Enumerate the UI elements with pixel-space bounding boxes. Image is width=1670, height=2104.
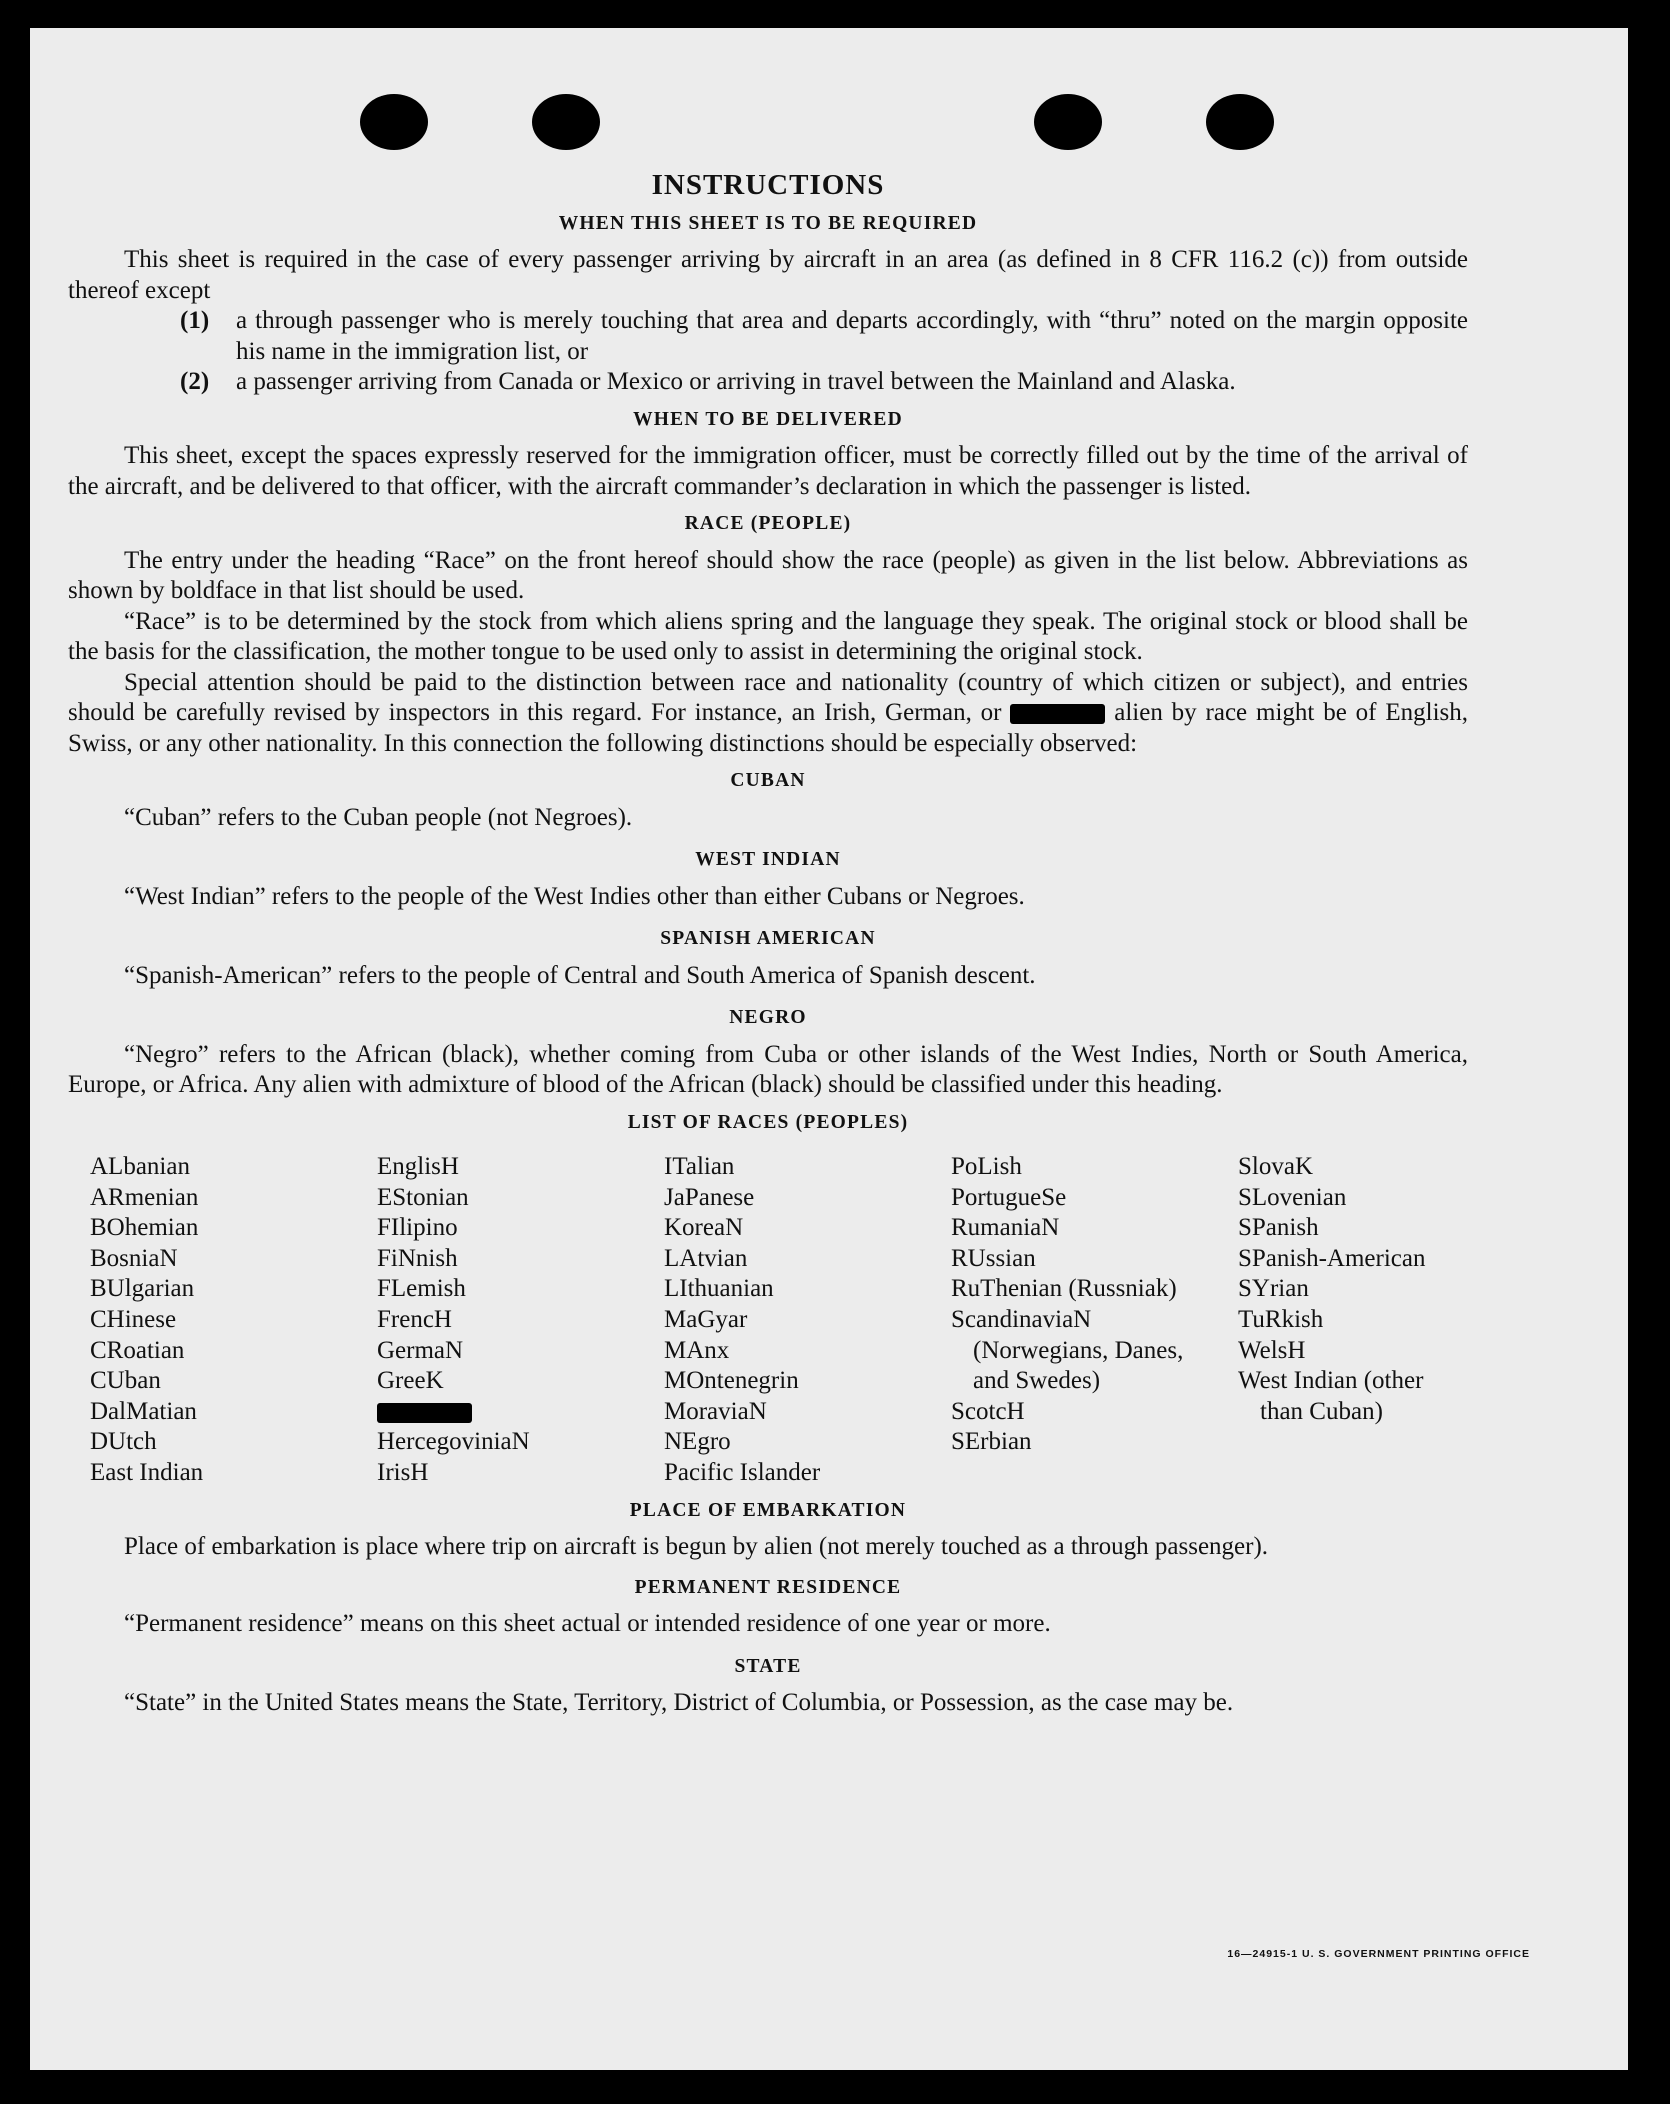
race-item: SLovenian <box>1238 1183 1347 1211</box>
punch-hole <box>532 94 600 150</box>
race-item: ITalian <box>664 1153 735 1180</box>
race-item: CHinese <box>90 1305 177 1333</box>
race-item: LIthuanian <box>664 1275 774 1303</box>
race-item: PoLish <box>951 1153 1022 1180</box>
race-item: DUtch <box>90 1428 157 1456</box>
race-item: BosniaN <box>90 1244 178 1272</box>
race-item: SlovaK <box>1238 1153 1313 1180</box>
page-title: INSTRUCTIONS <box>651 169 885 201</box>
paragraph: “Permanent residence” means on this sheet actual or intended residence of one year or more. <box>124 1610 1051 1638</box>
race-item: WelsH <box>1238 1336 1306 1364</box>
paragraph: This sheet is required in the case of every passenger arriving by aircraft in an area (as defined in 8 CFR 116.2 (c)) from outside thereof except <box>68 246 1468 304</box>
punch-hole <box>1034 94 1102 150</box>
section-heading: PERMANENT RESIDENCE <box>634 1576 902 1598</box>
race-item: BOhemian <box>90 1214 199 1242</box>
section-heading: LIST OF RACES (PEOPLES) <box>627 1111 909 1133</box>
paragraph: “Negro” refers to the African (black), whether coming from Cuba or other islands of the West Indies, North or South America, Europe, or Africa. Any alien with admixture of blood of the African (black) should be classified under this heading. <box>68 1040 1468 1098</box>
section-heading: WHEN TO BE DELIVERED <box>633 408 903 430</box>
race-item: TuRkish <box>1238 1305 1324 1333</box>
race-column <box>929 1152 1216 1489</box>
exception-item: (1) a through passenger who is merely touching that area and departs accordingly, with “thru” noted on the margin opposite his name in the immigration list, or <box>180 307 1468 365</box>
paragraph: “State” in the United States means the State, Territory, District of Columbia, or Possession, as the case may be. <box>124 1689 1234 1717</box>
race-item: FrencH <box>377 1305 452 1333</box>
race-item: PortugueSe <box>951 1183 1067 1211</box>
instructions-body <box>68 170 1468 1719</box>
race-item: HercegoviniaN <box>377 1428 530 1456</box>
paragraph: “West Indian” refers to the people of the West Indies other than either Cubans or Negroes. <box>124 882 1025 910</box>
paragraph: Place of embarkation is place where trip on aircraft is begun by alien (not merely touched as a through passenger). <box>124 1533 1269 1561</box>
race-item: ScotcH <box>951 1397 1025 1425</box>
race-item: ALbanian <box>90 1153 190 1180</box>
race-item: CUban <box>90 1367 161 1395</box>
race-column <box>642 1152 929 1489</box>
section-heading: NEGRO <box>729 1007 807 1028</box>
race-item: Pacific Islander <box>664 1458 821 1486</box>
redaction-mark <box>377 1403 472 1423</box>
paragraph: “Spanish-American” refers to the people of Central and South America of Spanish descent. <box>124 961 1036 989</box>
race-item: ARmenian <box>90 1183 199 1211</box>
paragraph: “Cuban” refers to the Cuban people (not Negroes). <box>124 803 633 831</box>
race-item: East Indian <box>90 1458 204 1486</box>
race-item: EStonian <box>377 1183 469 1211</box>
race-item: SPanish <box>1238 1214 1319 1242</box>
race-item: FLemish <box>377 1275 466 1303</box>
race-item: DalMatian <box>90 1397 197 1425</box>
race-item: GermaN <box>377 1336 464 1364</box>
section-heading: RACE (PEOPLE) <box>684 513 852 534</box>
race-item: KoreaN <box>664 1214 744 1242</box>
race-item: MOntenegrin <box>664 1367 799 1395</box>
race-item: MAnx <box>664 1336 730 1364</box>
race-item: GreeK <box>377 1367 444 1395</box>
race-item: EnglisH <box>377 1153 459 1180</box>
redaction-mark <box>1010 704 1105 724</box>
section-heading: CUBAN <box>730 770 806 791</box>
section-heading: WEST INDIAN <box>695 849 841 870</box>
paragraph: Special attention should be paid to the distinction between race and nationality (country of which citizen or subject), and entries should be carefully revised by inspectors in this regard. For instance, an Irish, German, or alien by race might be of English, Swiss, or any other nationality. In this connection the following distinctions should be especially observed: <box>68 668 1468 757</box>
race-item: CRoatian <box>90 1336 185 1364</box>
race-item: RumaniaN <box>951 1214 1060 1242</box>
race-list <box>68 1152 1468 1489</box>
paragraph: This sheet, except the spaces expressly reserved for the immigration officer, must be correctly filled out by the time of the arrival of the aircraft, and be delivered to that officer, with the aircraft commander’s declaration in which the passenger is listed. <box>68 442 1468 500</box>
race-item: FiNnish <box>377 1244 458 1272</box>
race-item: SErbian <box>951 1428 1032 1456</box>
race-item: ScandinaviaN (Norwegians, Danes, and Swedes) <box>951 1305 1184 1395</box>
race-item: NEgro <box>664 1428 731 1456</box>
punch-hole <box>1206 94 1274 150</box>
paragraph: “Race” is to be determined by the stock from which aliens spring and the language they speak. The original stock or blood shall be the basis for the classification, the mother tongue to be used only to assist in determining the original stock. <box>68 607 1468 665</box>
section-heading: PLACE OF EMBARKATION <box>629 1499 907 1521</box>
race-column <box>68 1152 355 1489</box>
punch-hole <box>360 94 428 150</box>
race-item: West Indian (other than Cuban) <box>1238 1367 1424 1425</box>
race-column <box>355 1152 642 1489</box>
race-item: IrisH <box>377 1458 429 1486</box>
section-heading: STATE <box>734 1655 802 1677</box>
race-item: LAtvian <box>664 1244 748 1272</box>
race-item: RUssian <box>951 1244 1036 1272</box>
section-heading: SPANISH AMERICAN <box>660 928 876 949</box>
exception-item: (2) a passenger arriving from Canada or Mexico or arriving in travel between the Mainland and Alaska. <box>180 368 1236 395</box>
race-item: JaPanese <box>664 1183 755 1211</box>
race-column <box>1216 1152 1468 1489</box>
section-heading: WHEN THIS SHEET IS TO BE REQUIRED <box>558 212 978 234</box>
race-item: SPanish-American <box>1238 1244 1426 1272</box>
race-item: SYrian <box>1238 1275 1309 1303</box>
race-item-redacted <box>377 1397 642 1428</box>
paragraph: The entry under the heading “Race” on the front hereof should show the race (people) as given in the list below. Abbreviations as shown by boldface in that list should be used. <box>68 546 1468 604</box>
race-item: BUlgarian <box>90 1275 195 1303</box>
race-item: MaGyar <box>664 1305 748 1333</box>
race-item: MoraviaN <box>664 1397 767 1425</box>
printer-imprint: 16—24915-1 U. S. GOVERNMENT PRINTING OFFICE <box>1227 1948 1530 1960</box>
race-item: RuThenian (Russniak) <box>951 1275 1177 1303</box>
race-item: FIlipino <box>377 1214 458 1242</box>
